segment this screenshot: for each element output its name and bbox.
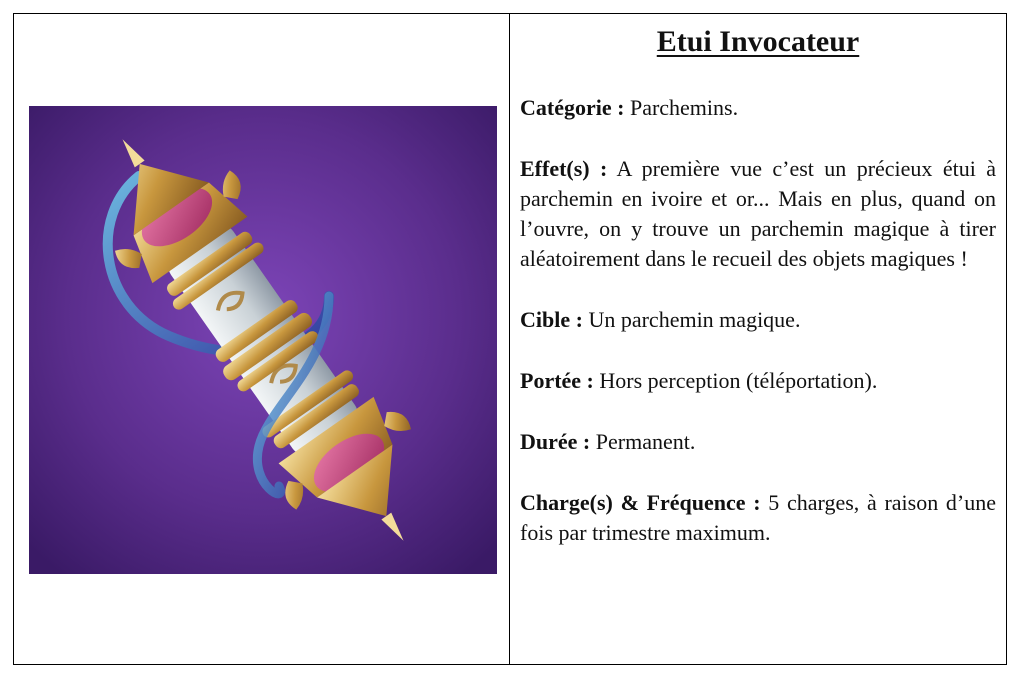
field-value: 5 charges, à raison d’une fois par trimestre maximum. <box>520 490 996 545</box>
field-label: Cible : <box>520 307 583 332</box>
field-value: Un parchemin magique. <box>582 307 801 332</box>
field-value: Parchemins. <box>624 95 739 120</box>
field-label: Portée : <box>520 368 594 393</box>
field-label: Effet(s) : <box>520 156 608 181</box>
field-value: Hors perception (téléportation). <box>593 368 878 393</box>
field-category <box>520 93 996 123</box>
field-charges-frequency <box>520 488 996 548</box>
scroll-case-illustration <box>29 106 497 574</box>
item-title: Etui Invocateur <box>656 25 860 58</box>
field-effects <box>520 154 996 274</box>
field-label: Durée : <box>520 429 591 454</box>
field-range <box>520 366 996 396</box>
field-label: Catégorie : <box>520 95 625 120</box>
field-label: Charge(s) & Fréquence : <box>520 490 761 515</box>
item-card <box>13 13 1007 665</box>
field-value: Permanent. <box>590 429 696 454</box>
scroll-case-image <box>29 106 497 574</box>
field-duration <box>520 427 996 457</box>
description-cell <box>510 14 1006 664</box>
field-target <box>520 305 996 335</box>
field-value: A première vue c’est un précieux étui à parchemin en ivoire et or... Mais en plus, quand on l’ouvre, on y trouve un parchemin magique à tirer aléatoirement dans le recueil des objets magiques ! <box>520 156 996 271</box>
image-cell <box>14 14 510 664</box>
